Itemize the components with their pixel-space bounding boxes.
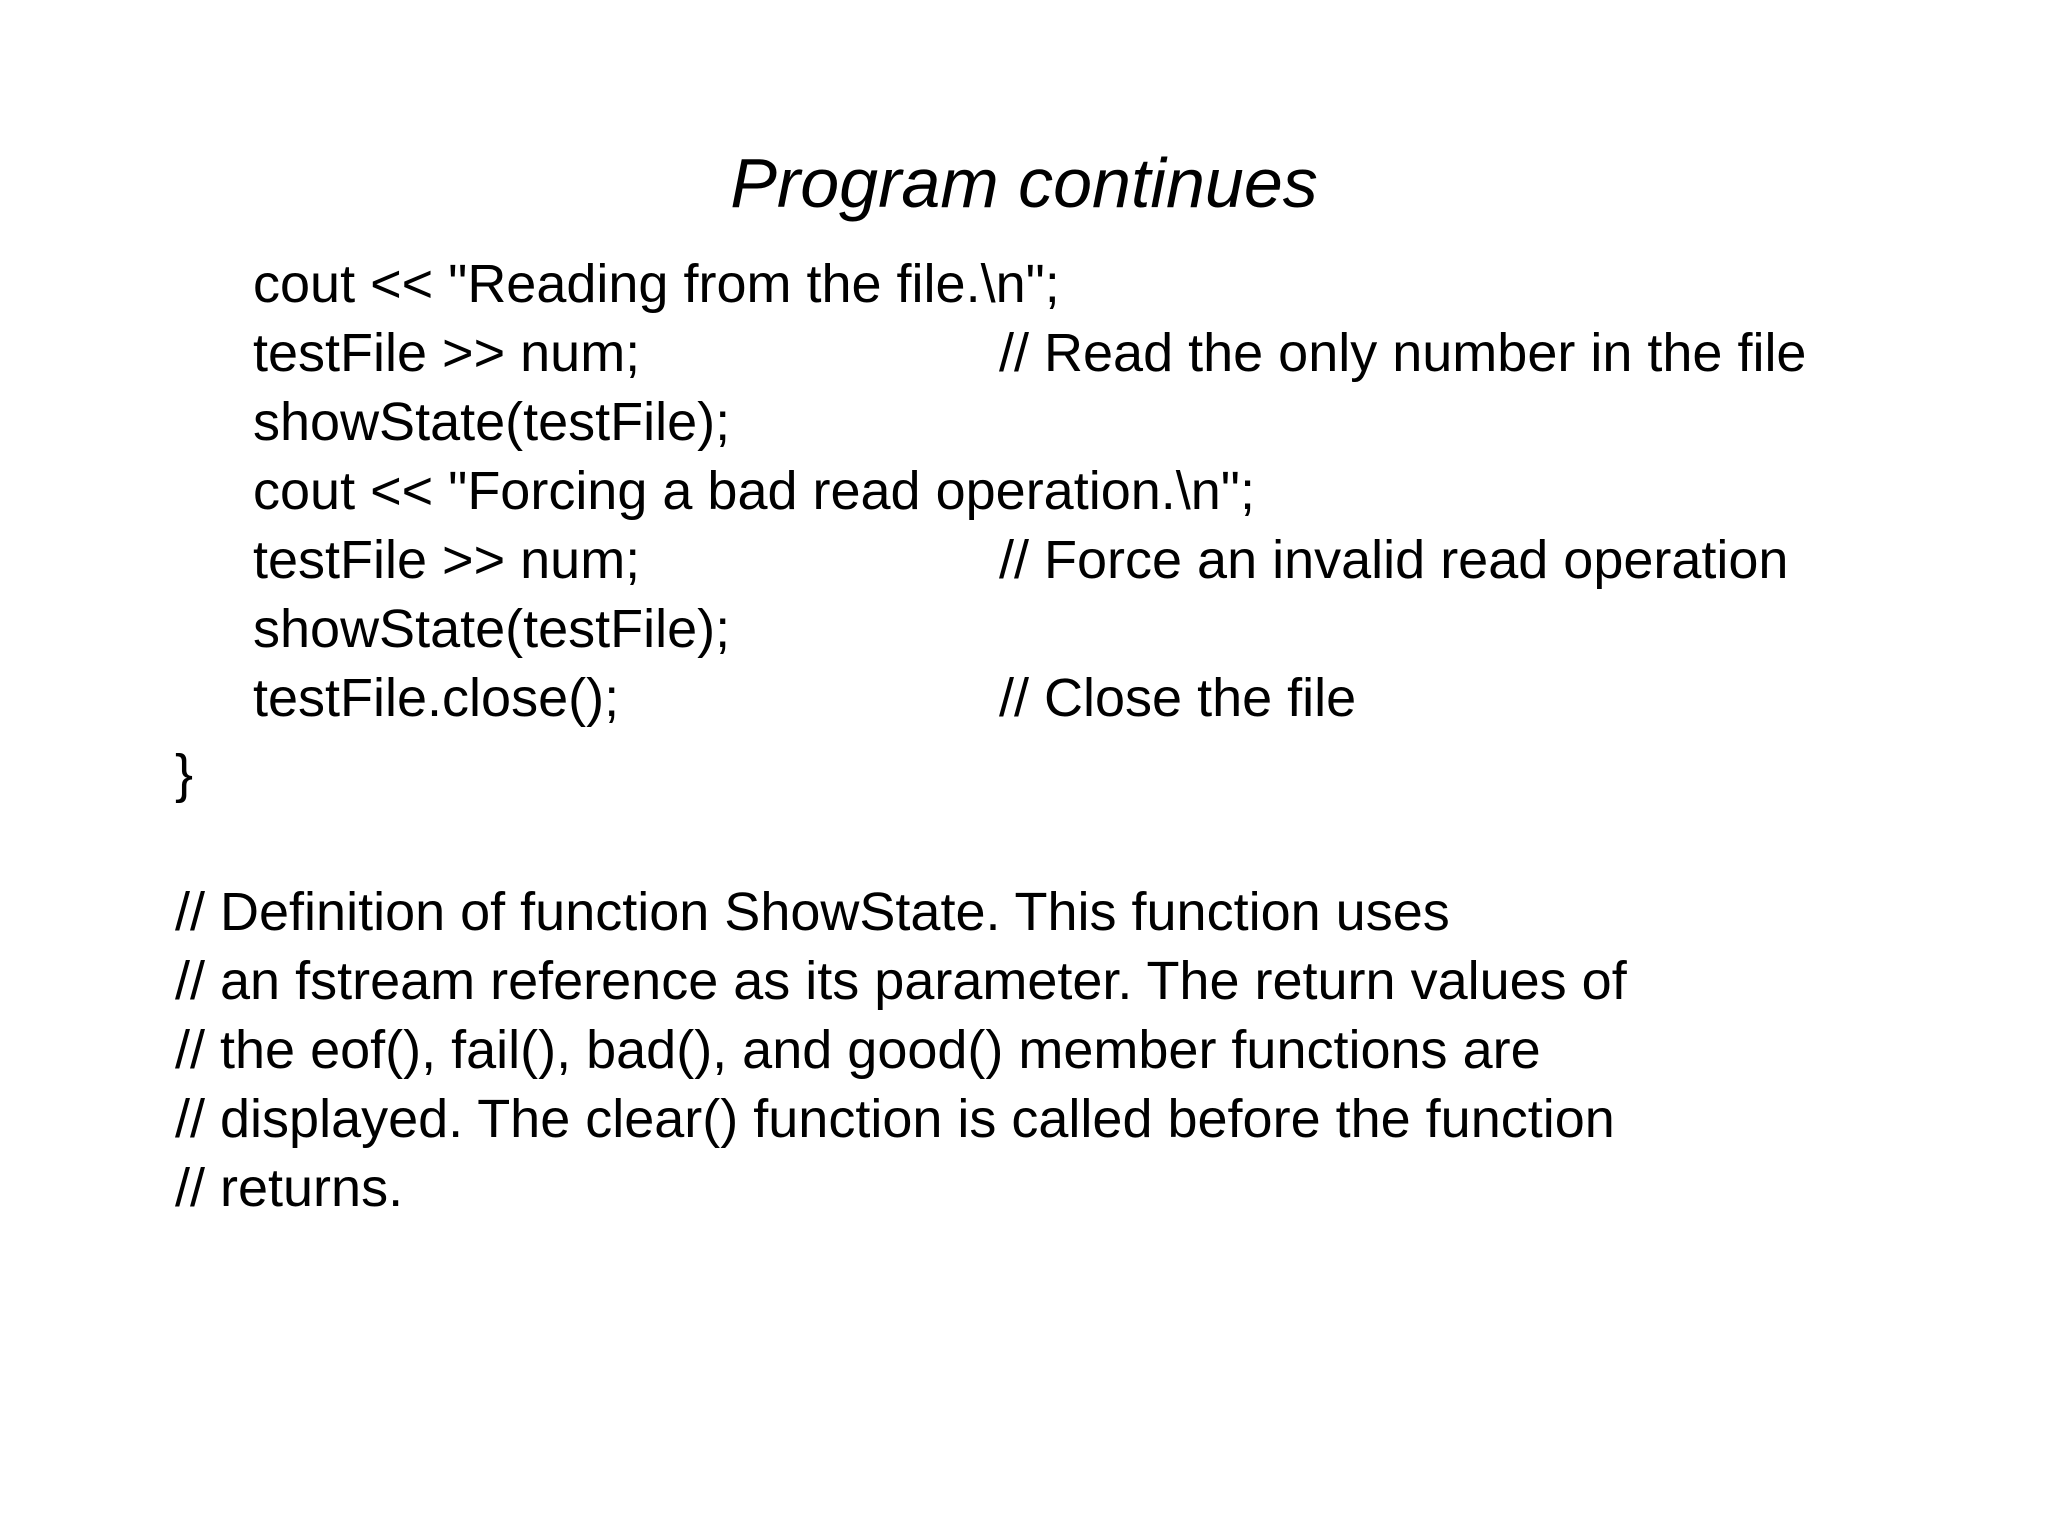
code-line xyxy=(253,388,2003,457)
code-block xyxy=(253,250,2003,733)
code-statement: cout << "Forcing a bad read operation.\n"; xyxy=(253,461,1255,521)
slide-title: Program continues xyxy=(730,144,1318,222)
code-statement: testFile >> num; xyxy=(253,530,641,590)
code-line xyxy=(253,664,2003,733)
code-comment: // Force an invalid read operation xyxy=(999,530,1789,590)
comment-line: // returns. xyxy=(175,1158,404,1218)
code-line xyxy=(253,319,2003,388)
code-line xyxy=(253,526,2003,595)
code-statement: testFile.close(); xyxy=(253,668,620,728)
comment-block xyxy=(175,878,1975,1223)
code-statement: testFile >> num; xyxy=(253,323,641,383)
code-line xyxy=(253,457,2003,526)
code-line xyxy=(253,595,2003,664)
code-line xyxy=(253,250,2003,319)
code-statement: showState(testFile); xyxy=(253,599,731,659)
code-statement: showState(testFile); xyxy=(253,392,731,452)
comment-line: // the eof(), fail(), bad(), and good() member functions are xyxy=(175,1020,1541,1080)
comment-line: // Definition of function ShowState. This function uses xyxy=(175,882,1450,942)
closing-brace: } xyxy=(175,744,194,804)
code-statement: cout << "Reading from the file.\n"; xyxy=(253,254,1060,314)
comment-line: // an fstream reference as its parameter. The return values of xyxy=(175,951,1627,1011)
code-comment: // Close the file xyxy=(999,668,1357,728)
code-comment: // Read the only number in the file xyxy=(999,323,1807,383)
comment-line: // displayed. The clear() function is called before the function xyxy=(175,1089,1615,1149)
